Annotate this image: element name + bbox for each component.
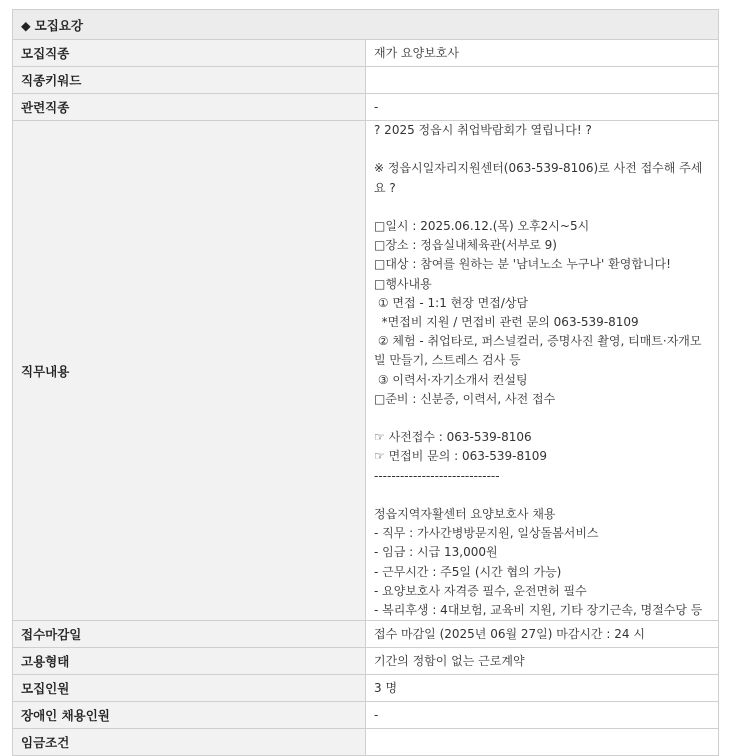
label-disabled-hire: 장애인 채용인원: [13, 702, 366, 729]
label-related-job: 관련직종: [13, 94, 366, 121]
duty-line: ※ 정읍시일자리지원센터(063-539-8106)로 사전 접수해 주세요 ?: [374, 161, 703, 195]
duty-line: [374, 140, 710, 159]
row-headcount: [13, 675, 719, 702]
duty-line: □일시 : 2025.06.12.(목) 오후2시~5시: [374, 218, 590, 233]
value-job-keyword: [366, 67, 719, 94]
section-header: [13, 10, 719, 40]
value-employment-type: 기간의 정함이 없는 근로계약: [366, 648, 719, 675]
row-job-type: [13, 40, 719, 67]
duty-line: □준비 : 신분증, 이력서, 사전 접수: [374, 391, 556, 406]
row-related-job: [13, 94, 719, 121]
duty-line: - 요양보호사 자격증 필수, 운전면허 필수: [374, 583, 587, 598]
duty-line: - 복리후생 : 4대보험, 교육비 지원, 기타 장기근속, 명절수당 등: [374, 603, 703, 618]
value-deadline: 접수 마감일 (2025년 06월 27일) 마감시간 : 24 시: [366, 621, 719, 648]
duty-line: - 근무시간 : 주5일 (시간 협의 가능): [374, 564, 562, 579]
duty-line: - 직무 : 가사간병방문지원, 일상돌봄서비스: [374, 526, 599, 541]
duty-line: □장소 : 정읍실내체육관(서부로 9): [374, 238, 557, 253]
recruitment-table: [12, 9, 719, 756]
duty-line: - 임금 : 시급 13,000원: [374, 545, 498, 560]
value-headcount: 3 명: [366, 675, 719, 702]
label-deadline: 접수마감일: [13, 621, 366, 648]
row-employment-type: [13, 648, 719, 675]
duty-line: □대상 : 참여를 원하는 분 '남녀노소 누구나' 환영합니다!: [374, 257, 671, 272]
row-disabled-hire: [13, 702, 719, 729]
label-job-keyword: 직종키워드: [13, 67, 366, 94]
label-wage: 임금조건: [13, 729, 366, 756]
diamond-icon: ◆: [21, 17, 31, 33]
duty-line: ☞ 면접비 문의 : 063-539-8109: [374, 449, 548, 464]
row-wage: [13, 729, 719, 756]
value-disabled-hire: -: [366, 702, 719, 729]
label-headcount: 모집인원: [13, 675, 366, 702]
value-duty: [366, 121, 719, 621]
value-wage: [366, 729, 719, 756]
duty-line: -----------------------------: [374, 468, 500, 483]
value-related-job: -: [366, 94, 719, 121]
duty-line: ☞ 사전접수 : 063-539-8106: [374, 430, 532, 445]
recruitment-details: [12, 9, 719, 756]
duty-line: ? 2025 정읍시 취업박람회가 열립니다! ?: [374, 123, 592, 137]
duty-line: [374, 198, 710, 217]
value-job-type: 재가 요양보호사: [366, 40, 719, 67]
duty-line: ② 체험 - 취업타로, 퍼스널컬러, 증명사진 촬영, 티매트·자개모빌 만들기, 스트레스 검사 등: [374, 334, 702, 368]
duty-line: [374, 486, 710, 505]
duty-line: □행사내용: [374, 276, 432, 291]
label-duty: 직무내용: [13, 121, 366, 621]
section-title: 모집요강: [34, 17, 83, 33]
row-job-keyword: [13, 67, 719, 94]
duty-line: [374, 409, 710, 428]
row-duty: [13, 121, 719, 621]
label-job-type: 모집직종: [13, 40, 366, 67]
duty-line: *면접비 지원 / 면접비 관련 문의 063-539-8109: [374, 315, 639, 329]
duty-line: ③ 이력서·자기소개서 컨설팅: [374, 372, 528, 387]
duty-line: ① 면접 - 1:1 현장 면접/상담: [374, 295, 529, 310]
section-header-row: [13, 10, 719, 40]
label-employment-type: 고용형태: [13, 648, 366, 675]
row-deadline: [13, 621, 719, 648]
duty-line: 정읍지역자활센터 요양보호사 채용: [374, 507, 556, 521]
